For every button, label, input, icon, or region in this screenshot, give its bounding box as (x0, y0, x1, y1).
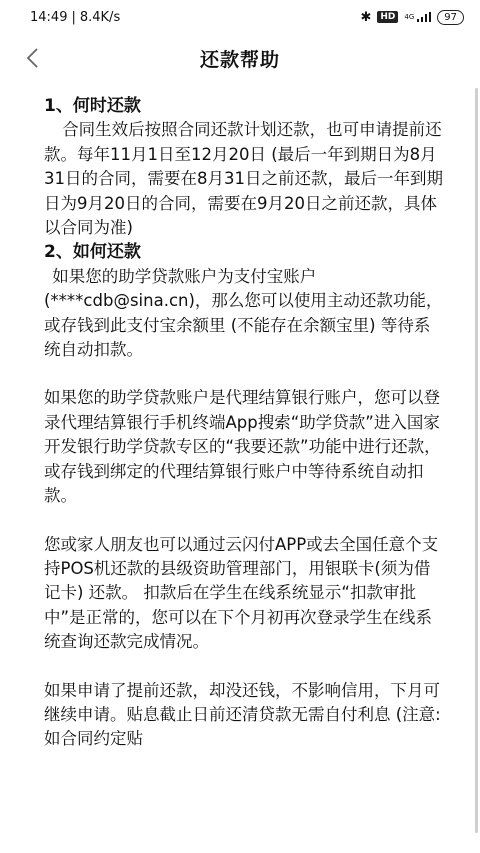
status-right (360, 10, 464, 25)
signal-icon (417, 12, 431, 22)
section-title-how: 2、如何还款 (44, 242, 141, 263)
battery-icon (437, 10, 464, 25)
paragraph-unionpay: 您或家人朋友也可以通过云闪付APP或去全国任意个支持POS机还款的县级资助管理部门，用银联卡(须为借记卡) 还款。 扣款后在学生在线系统显示“扣款审批中”是正常的，您可以在下个月初再次登录学生在线系统查询还款完成情况。 (44, 534, 439, 652)
network-speed: 8.4K/s (79, 9, 121, 25)
section-title-when: 1、何时还款 (44, 96, 141, 116)
help-content (44, 94, 444, 752)
clock: 14:49 (30, 9, 68, 25)
back-button[interactable] (16, 42, 48, 74)
nav-bar (0, 34, 480, 82)
status-bar (0, 0, 480, 34)
scrollbar[interactable] (475, 88, 478, 833)
section-text-when: 合同生效后按照合同还款计划还款，也可申请提前还款。每年11月1日至12月20日 (最后一年到期日为8月31日的合同，需要在8月31日之前还款，最后一年到期日为9月20日的合同，需要在9月20日之前还款，具体以合同为准) (44, 120, 443, 238)
page-title: 还款帮助 (199, 48, 280, 71)
status-left (30, 10, 120, 25)
separator: | (71, 9, 76, 25)
paragraph-prepayment: 如果申请了提前还款，却没还钱，不影响信用，下月可继续申请。贴息截止日前还清贷款无需自付利息 (注意: 如合同约定贴 (44, 680, 441, 749)
paragraph-alipay: 如果您的助学贷款账户为支付宝账户(****cdb@sina.cn)，那么您可以使用主动还款功能，或存钱到此支付宝余额里 (不能存在余额宝里) 等待系统自动扣款。 (44, 266, 443, 360)
hd-icon: HD (377, 11, 398, 23)
network-type: 4G (404, 12, 415, 21)
chevron-left-icon (25, 47, 39, 69)
bluetooth-icon: ✱ (360, 9, 372, 25)
paragraph-bank: 如果您的助学贷款账户是代理结算银行账户，您可以登录代理结算银行手机终端App搜索“助学贷款”进入国家开发银行助学贷款专区的“我要还款”功能中进行还款，或存钱到绑定的代理结算银行账户中等待系统自动扣款。 (44, 388, 441, 506)
battery-level: 97 (444, 11, 457, 23)
